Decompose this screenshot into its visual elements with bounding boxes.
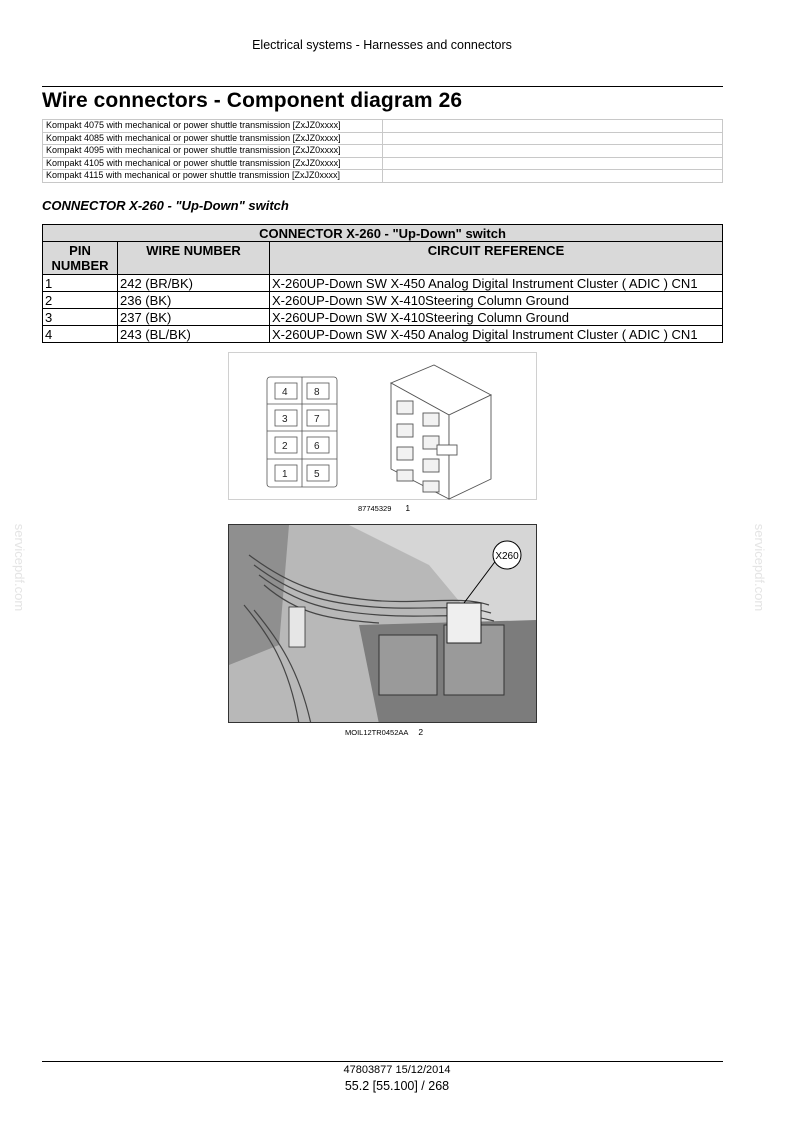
pin-label: 8 [314, 387, 320, 398]
table-row [43, 132, 723, 145]
connector-table [42, 224, 723, 343]
wire-cell: 236 (BK) [118, 292, 270, 309]
empty-cell [383, 170, 723, 183]
empty-cell [383, 120, 723, 133]
connector-table-caption: CONNECTOR X-260 - "Up-Down" switch [43, 225, 723, 242]
wire-cell: 243 (BL/BK) [118, 326, 270, 343]
pin-label: 7 [314, 414, 320, 425]
footer-rule [42, 1061, 723, 1062]
pin-cell: 2 [43, 292, 118, 309]
watermark-left: servicepdf.com [12, 523, 28, 612]
table-row [43, 326, 723, 343]
footer-doc-ref: 47803877 15/12/2014 [343, 1064, 451, 1076]
watermark-right: servicepdf.com [752, 523, 768, 612]
connector-face [267, 377, 337, 487]
x260-callout: X260 [495, 551, 519, 562]
circuit-cell: X-260UP-Down SW X-410Steering Column Ground [270, 309, 723, 326]
model-cell: Kompakt 4085 with mechanical or power shuttle transmission [ZxJZ0xxxx] [43, 132, 383, 145]
table-row [43, 120, 723, 133]
pin-label: 5 [314, 469, 320, 480]
pin-label: 2 [282, 441, 288, 452]
page-title: Wire connectors - Component diagram 26 [42, 89, 463, 112]
pin-cell: 4 [43, 326, 118, 343]
empty-cell [383, 145, 723, 158]
figure2-caption [345, 727, 423, 737]
figure-code: 87745329 [358, 504, 392, 513]
table-row [43, 170, 723, 183]
pin-label: 4 [282, 387, 288, 398]
connector-diagram-figure [228, 352, 537, 500]
connector-diagram [229, 353, 538, 501]
pin-label: 3 [282, 414, 288, 425]
model-cell: Kompakt 4095 with mechanical or power shuttle transmission [ZxJZ0xxxx] [43, 145, 383, 158]
wire-cell: 237 (BK) [118, 309, 270, 326]
location-photo [229, 525, 537, 723]
table-row [43, 145, 723, 158]
pin-label: 1 [282, 469, 288, 480]
location-photo-figure [228, 524, 537, 723]
section-title: CONNECTOR X-260 - "Up-Down" switch [42, 198, 289, 213]
table-row [43, 309, 723, 326]
column-header-wire: WIRE NUMBER [118, 242, 270, 275]
figure-number: 1 [405, 503, 411, 513]
column-header-circuit: CIRCUIT REFERENCE [270, 242, 723, 275]
circuit-cell: X-260UP-Down SW X-410Steering Column Ground [270, 292, 723, 309]
footer-page-ref: 55.2 [55.100] / 268 [344, 1079, 450, 1093]
model-cell: Kompakt 4105 with mechanical or power shuttle transmission [ZxJZ0xxxx] [43, 157, 383, 170]
figure1-caption [358, 503, 410, 513]
model-cell: Kompakt 4115 with mechanical or power shuttle transmission [ZxJZ0xxxx] [43, 170, 383, 183]
table-row [43, 292, 723, 309]
wire-cell: 242 (BR/BK) [118, 275, 270, 292]
column-header-pin: PIN NUMBER [43, 242, 118, 275]
table-row [43, 157, 723, 170]
empty-cell [383, 157, 723, 170]
pin-cell: 3 [43, 309, 118, 326]
model-applicability-table [42, 119, 723, 183]
figure-code: MOIL12TR0452AA [345, 728, 409, 737]
connector-housing [391, 365, 491, 499]
pin-label: 6 [314, 441, 320, 452]
empty-cell [383, 132, 723, 145]
circuit-cell: X-260UP-Down SW X-450 Analog Digital Instrument Cluster ( ADIC ) CN1 [270, 275, 723, 292]
pin-cell: 1 [43, 275, 118, 292]
circuit-cell: X-260UP-Down SW X-450 Analog Digital Instrument Cluster ( ADIC ) CN1 [270, 326, 723, 343]
model-cell: Kompakt 4075 with mechanical or power shuttle transmission [ZxJZ0xxxx] [43, 120, 383, 133]
running-header: Electrical systems - Harnesses and connectors [252, 38, 512, 52]
figure-number: 2 [418, 727, 424, 737]
title-rule [42, 86, 723, 87]
table-row [43, 275, 723, 292]
